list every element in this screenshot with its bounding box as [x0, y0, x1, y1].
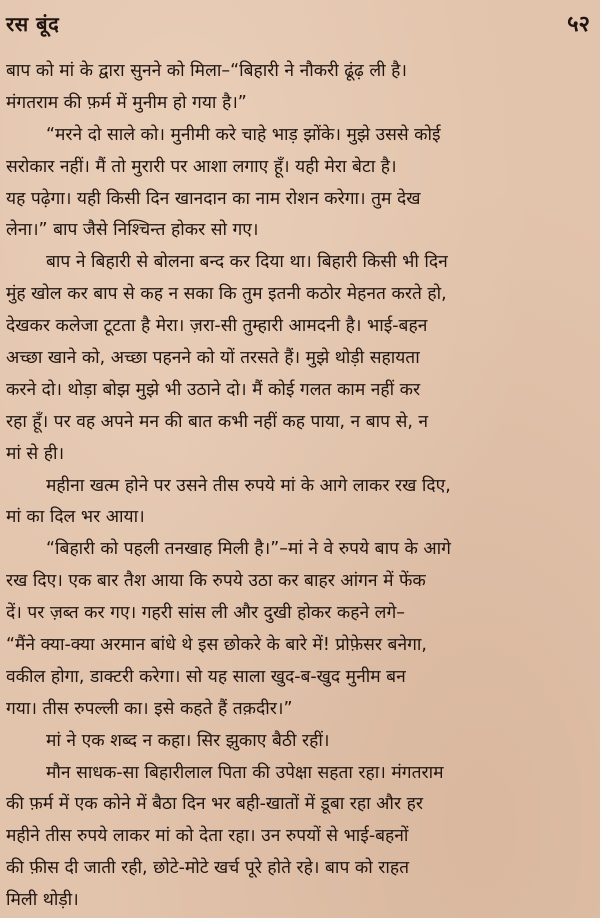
- text-line: मां ने एक शब्द न कहा। सिर झुकाए बैठी रहीं।: [46, 730, 330, 751]
- text-line: मां का दिल भर आया।: [6, 507, 145, 528]
- text-line: दें। पर ज़ब्त कर गए। गहरी सांस ली और दुखी होकर कहने लगे–: [6, 603, 405, 624]
- text-line: मंगतराम की फ़र्म में मुनीम हो गया है।”: [6, 92, 247, 113]
- text-line: देखकर कलेजा टूटता है मेरा। ज़रा-सी तुम्हारी आमदनी है। भाई-बहन: [6, 316, 428, 337]
- text-line: महीना खत्म होने पर उसने तीस रुपये मां के आगे लाकर रख दिए,: [46, 475, 451, 496]
- text-line: लेना।” बाप जैसे निश्चिन्त होकर सो गए।: [6, 220, 259, 241]
- text-line: “बिहारी को पहली तनखाह मिली है।”–मां ने वे रुपये बाप के आगे: [46, 539, 451, 560]
- text-line: मां से ही।: [6, 443, 65, 464]
- text-line: करने दो। थोड़ा बोझ मुझे भी उठाने दो। मैं कोई गलत काम नहीं कर: [6, 379, 421, 400]
- text-line: की फ़र्म में एक कोने में बैठा दिन भर बही-खातों में डूबा रहा और हर: [6, 794, 423, 815]
- text-line: गया। तीस रुपल्ली का। इसे कहते हैं तक़दीर।”: [6, 698, 293, 719]
- body-text: [6, 56, 594, 917]
- text-line: “मैंने क्या-क्या अरमान बांधे थे इस छोकरे के बारे में! प्रोफ़ेसर बनेगा,: [6, 635, 427, 656]
- text-line: रहा हूँ। पर वह अपने मन की बात कभी नहीं कह पाया, न बाप से, न: [6, 411, 429, 432]
- text-line: वकील होगा, डाक्टरी करेगा। सो यह साला खुद-ब-खुद मुनीम बन: [6, 666, 406, 687]
- text-line: अच्छा खाने को, अच्छा पहनने को यों तरसते हैं। मुझे थोड़ी सहायता: [6, 348, 420, 369]
- page-header: [6, 6, 590, 42]
- text-line: यह पढ़ेगा। यही किसी दिन खानदान का नाम रोशन करेगा। तुम देख: [6, 188, 421, 209]
- text-line: बाप को मां के द्वारा सुनने को मिला–“बिहारी ने नौकरी ढूंढ़ ली है।: [6, 61, 407, 81]
- text-line: बाप ने बिहारी से बोलना बन्द कर दिया था। बिहारी किसी भी दिन: [46, 252, 448, 273]
- running-head: रस बूंद: [6, 12, 60, 36]
- text-line: सरोकार नहीं। मैं तो मुरारी पर आशा लगाए हूँ। यही मेरा बेटा है।: [6, 156, 397, 177]
- text-line: मुंह खोल कर बाप से कह न सका कि तुम इतनी कठोर मेहनत करते हो,: [6, 284, 447, 305]
- page-number: ५२: [567, 12, 590, 37]
- text-line: महीने तीस रुपये लाकर मां को देता रहा। उन रुपयों से भाई-बहनों: [6, 826, 409, 847]
- text-line: मौन साधक-सा बिहारीलाल पिता की उपेक्षा सहता रहा। मंगतराम: [46, 762, 444, 783]
- text-line: “मरने दो साले को। मुनीमी करे चाहे भाड़ झोंके। मुझे उससे कोई: [46, 124, 441, 145]
- text-line: रख दिए। एक बार तैश आया कि रुपये उठा कर बाहर आंगन में फेंक: [6, 571, 426, 592]
- text-line: की फ़ीस दी जाती रही, छोटे-मोटे खर्च पूरे होते रहे। बाप को राहत: [6, 858, 409, 879]
- text-line: मिली थोड़ी।: [6, 890, 79, 911]
